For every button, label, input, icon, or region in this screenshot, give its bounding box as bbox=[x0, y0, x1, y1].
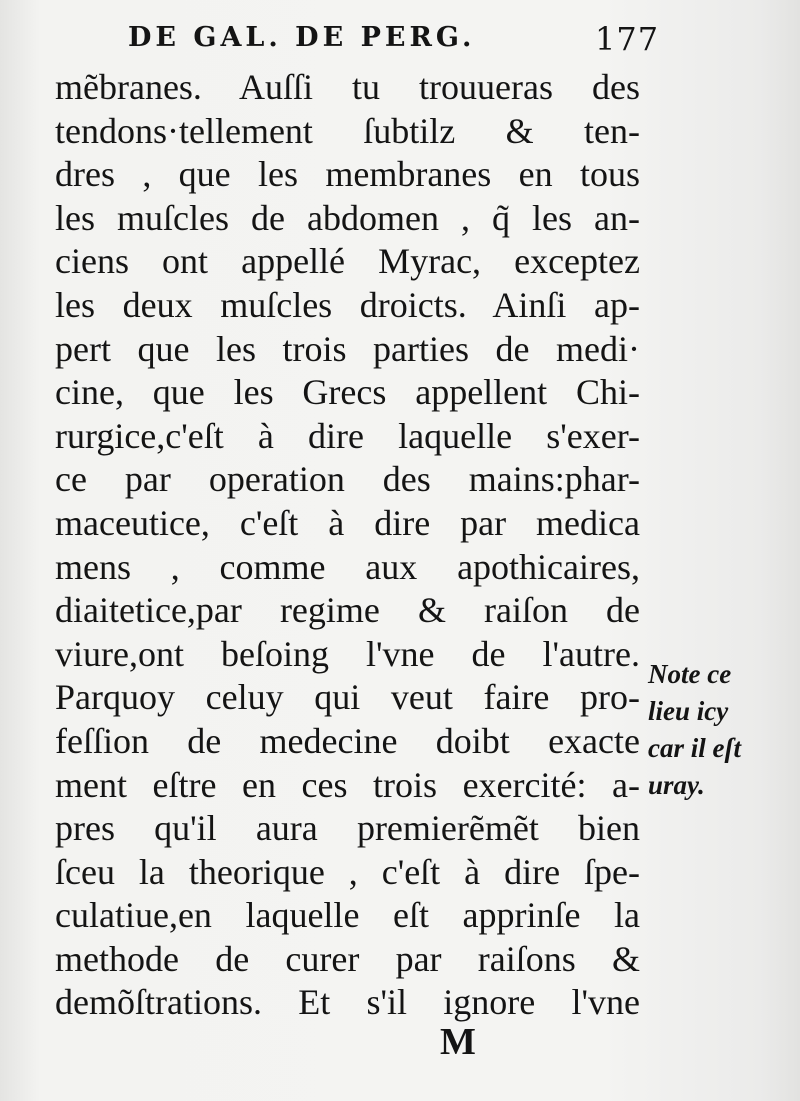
running-title: DE GAL. DE PERG. bbox=[128, 22, 476, 53]
text-line: diaitetice,par regime & raiſon de bbox=[55, 590, 640, 631]
text-line: ſceu la theorique , c'eſt à dire ſpe- bbox=[55, 851, 640, 892]
margin-note bbox=[648, 656, 788, 804]
text-line: dres , que les membranes en tous bbox=[55, 154, 640, 195]
text-line: pres qu'il aura premierẽmẽt bien bbox=[55, 808, 640, 849]
text-line: mens , comme aux apothicaires, bbox=[55, 546, 640, 587]
text-line: les muſcles de abdomen , q̃ les an- bbox=[55, 197, 640, 238]
margin-note-line: lieu icy bbox=[648, 696, 729, 726]
text-line: ciens ont appellé Myrac, exceptez bbox=[55, 241, 640, 282]
text-line: rurgice,c'eſt à dire laquelle s'exer- bbox=[55, 415, 640, 456]
text-line: cine, que les Grecs appellent Chi- bbox=[55, 372, 640, 413]
main-text-block bbox=[55, 66, 640, 1025]
text-line: feſſion de medecine doibt exacte bbox=[55, 720, 640, 761]
text-line: Parquoy celuy qui veut faire pro- bbox=[55, 677, 640, 718]
text-line: ce par operation des mains:phar- bbox=[55, 459, 640, 500]
text-line: mẽbranes. Auſſi tu trouueras des bbox=[55, 67, 640, 107]
margin-note-line: car il eſt bbox=[648, 733, 741, 763]
text-line: methode de curer par raiſons & bbox=[55, 938, 640, 979]
text-line: tendons·tellement ſubtilz & ten- bbox=[55, 110, 640, 151]
signature-mark: M bbox=[440, 1021, 476, 1063]
margin-note-line: Note ce bbox=[648, 659, 732, 689]
text-line: pert que les trois parties de medi· bbox=[55, 328, 640, 369]
page-number: 177 bbox=[595, 20, 660, 58]
text-line: maceutice, c'eſt à dire par medica bbox=[55, 502, 640, 543]
text-line: viure,ont beſoing l'vne de l'autre. bbox=[55, 633, 640, 674]
text-line: les deux muſcles droicts. Ainſi ap- bbox=[55, 284, 640, 325]
text-line: demõſtrations. Et s'il ignore l'vne bbox=[55, 982, 640, 1023]
text-line: ment eſtre en ces trois exercité: a- bbox=[55, 764, 640, 805]
margin-note-line: uray. bbox=[648, 770, 705, 800]
text-line: culatiue,en laquelle eſt apprinſe la bbox=[55, 895, 640, 936]
